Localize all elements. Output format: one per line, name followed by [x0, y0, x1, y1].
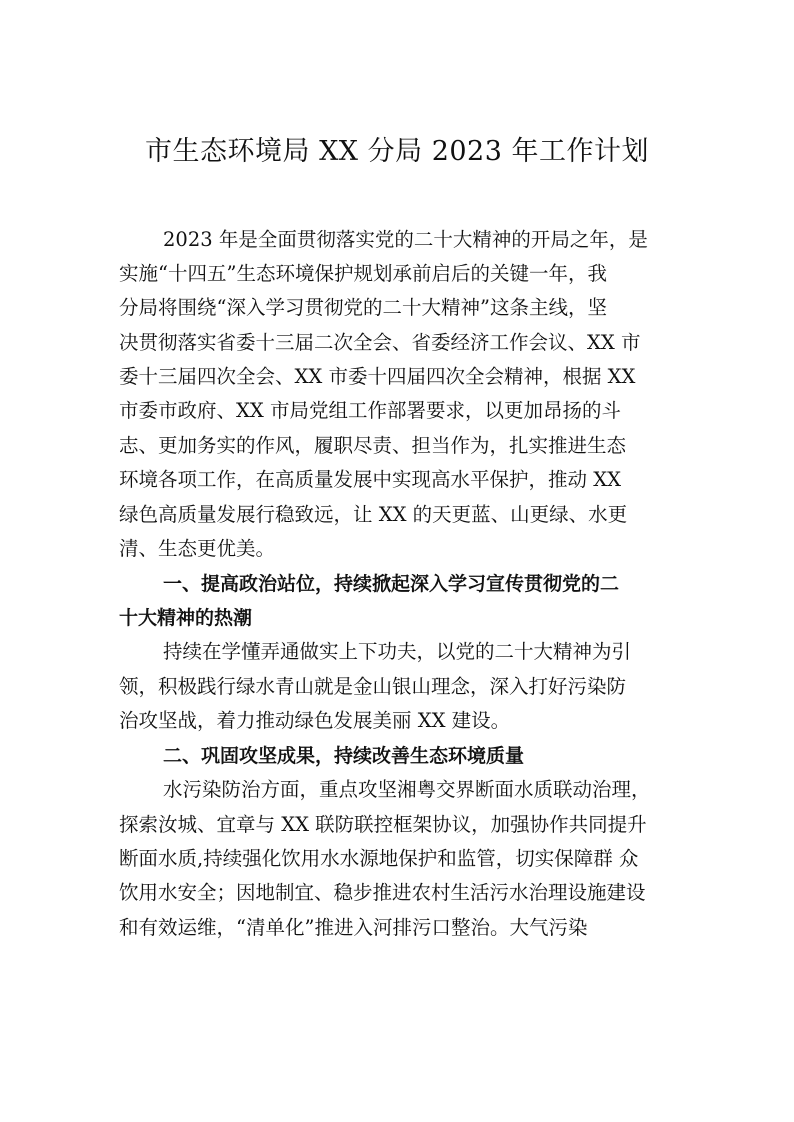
intro-line: 绿色高质量发展行稳致远，让 XX 的天更蓝、山更绿、水更 — [119, 503, 628, 526]
intro-line: 市委市政府、XX 市局党组工作部署要求，以更加昂扬的斗 — [119, 399, 621, 422]
intro-line: 决贯彻落实省委十三届二次全会、省委经济工作会议、XX 市 — [119, 331, 641, 354]
section-2-body-line: 探索汝城、宜章与 XX 联防联控框架协议，加强协作共同提升 — [119, 813, 647, 836]
section-1-body-line: 领，积极践行绿水青山就是金山银山理念，深入打好污染防 — [119, 675, 627, 698]
section-2-body-line: 和有效运维，“清单化”推进入河排污口整治。大气污染 — [119, 916, 588, 939]
section-2-heading: 二、巩固攻坚成果，持续改善生态环境质量 — [163, 745, 525, 767]
intro-line: 委十三届四次全会、XX 市委十四届四次全会精神，根据 XX — [119, 365, 636, 388]
section-1-heading: 一、提高政治站位，持续掀起深入学习宣传贯彻党的二 — [163, 573, 620, 595]
section-2-body-line: 饮用水安全；因地制宜、稳步推进农村生活污水治理设施建设 — [119, 881, 646, 904]
intro-line: 实施“十四五”生态环境保护规划承前启后的关键一年，我 — [119, 262, 607, 285]
document-title: 市生态环境局 XX 分局 2023 年工作计划 — [145, 136, 649, 167]
section-1-body-line: 持续在学懂弄通做实上下功夫，以党的二十大精神为引 — [163, 640, 632, 663]
intro-line: 环境各项工作，在高质量发展中实现高水平保护，推动 XX — [119, 468, 621, 491]
intro-line: 分局将围绕“深入学习贯彻党的二十大精神”这条主线，坚 — [119, 296, 607, 319]
section-2-body-line: 水污染防治方面，重点攻坚湘粤交界断面水质联动治理， — [163, 778, 651, 801]
intro-line: 志、更加务实的作风，履职尽责、担当作为，扎实推进生态 — [119, 434, 627, 457]
section-1-heading: 十大精神的热潮 — [119, 607, 253, 629]
intro-line: 清、生态更优美。 — [119, 537, 276, 560]
intro-line: 2023 年是全面贯彻落实党的二十大精神的开局之年，是 — [163, 228, 648, 251]
section-2-body-line: 断面水质,持续强化饮用水水源地保护和监管，切实保障群 众 — [119, 847, 639, 870]
section-1-body-line: 治攻坚战，着力推动绿色发展美丽 XX 建设。 — [119, 709, 511, 732]
